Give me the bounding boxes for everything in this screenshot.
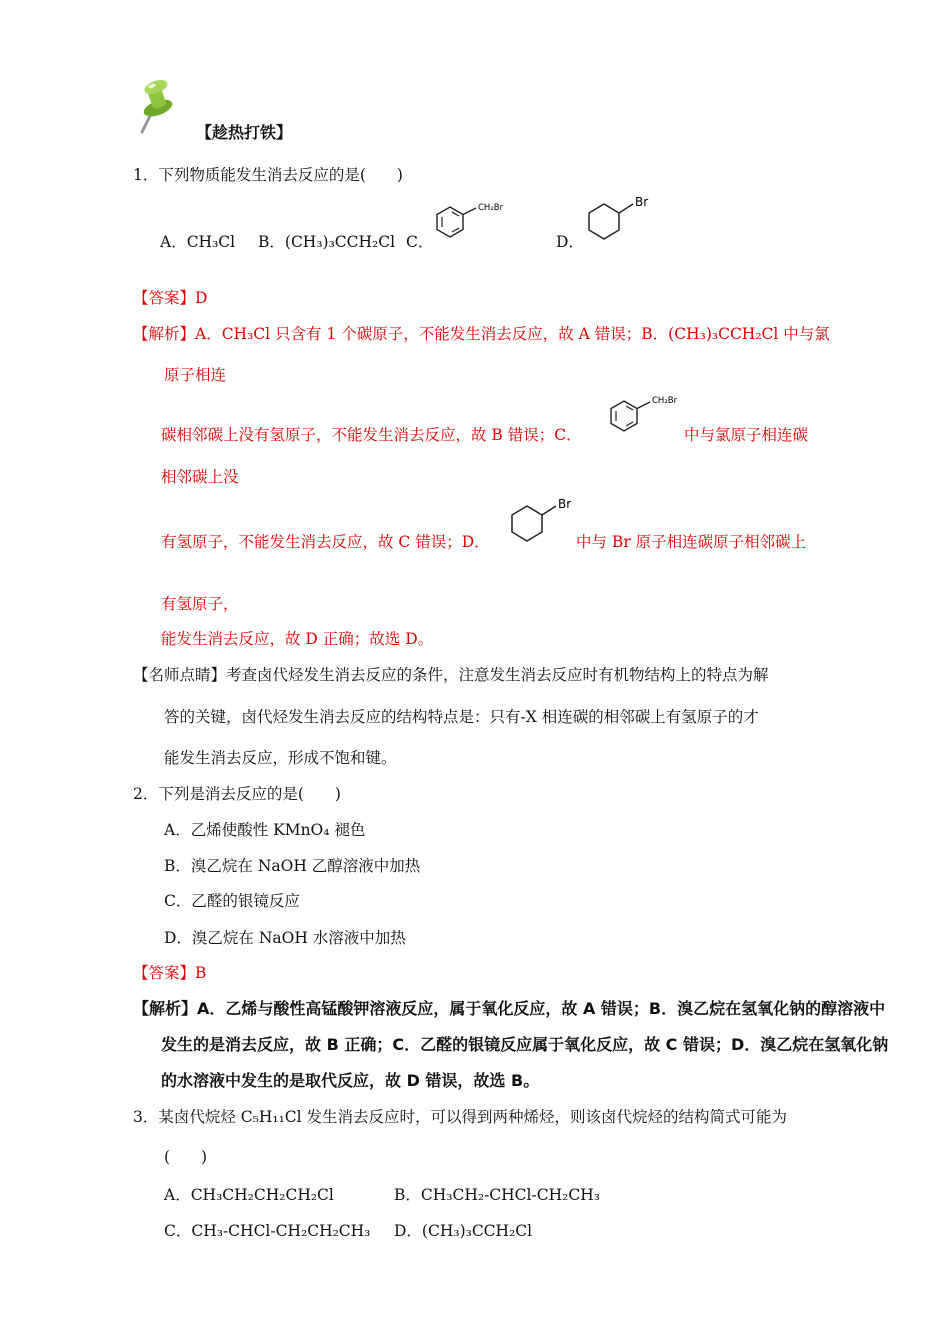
q3-option-d: D．(CH₃)₃CCH₂Cl bbox=[394, 1222, 533, 1240]
q2-analysis-line-1: 【解析】A．乙烯与酸性高锰酸钾溶液反应，属于氧化反应，故 A 错误；B．溴乙烷在氢氧化钠的醇溶液中 bbox=[133, 999, 886, 1018]
q2-answer: 【答案】B bbox=[133, 964, 207, 982]
q1-analysis-line-1: 【解析】A．CH₃Cl 只含有 1 个碳原子，不能发生消去反应，故 A 错误；B．(CH₃)₃CCH₂Cl 中与氯 bbox=[133, 325, 830, 343]
benzyl-bromide-structure bbox=[430, 198, 520, 248]
q1-analysis-line-2: 原子相连 bbox=[164, 366, 227, 384]
q1-option-a: A．CH₃Cl bbox=[160, 233, 236, 251]
q1-tip-line-1: 【名师点睛】考查卤代烃发生消去反应的条件，注意发生消去反应时有机物结构上的特点为解 bbox=[133, 666, 769, 684]
bromocyclohexane-structure bbox=[580, 192, 660, 248]
q1-analysis-line-5a: 有氢原子，不能发生消去反应，故 C 错误；D． bbox=[161, 533, 490, 551]
q1-analysis-line-3a: 碳相邻碳上没有氢原子，不能发生消去反应，故 B 错误；C． bbox=[161, 426, 582, 444]
br-label: Br bbox=[635, 195, 649, 209]
q1-analysis-line-6: 有氢原子， bbox=[161, 595, 239, 613]
q2-option-c: C．乙醛的银镜反应 bbox=[164, 892, 300, 910]
br-label-inline: Br bbox=[558, 497, 572, 511]
benzyl-bromide-structure-inline bbox=[604, 389, 688, 439]
q3-paren: ( ) bbox=[164, 1148, 208, 1166]
section-title: 【趁热打铁】 bbox=[196, 123, 293, 142]
q1-tip-line-3: 能发生消去反应，形成不饱和键。 bbox=[164, 749, 397, 767]
q3-option-c: C．CH₃-CHCl-CH₂CH₂CH₃ bbox=[164, 1222, 371, 1240]
q2-option-d: D．溴乙烷在 NaOH 水溶液中加热 bbox=[164, 929, 406, 947]
ch2br-label-inline: CH₂Br bbox=[652, 396, 678, 406]
q2-option-b: B．溴乙烷在 NaOH 乙醇溶液中加热 bbox=[164, 857, 421, 875]
q1-analysis-line-5b: 中与 Br 原子相连碳原子相邻碳上 bbox=[576, 533, 807, 551]
q2-analysis-line-2: 发生的是消去反应，故 B 正确；C．乙醛的银镜反应属于氧化反应，故 C 错误；D．溴乙烷在氢氧化钠 bbox=[161, 1035, 889, 1054]
q1-option-c: C． bbox=[406, 233, 434, 251]
q1-answer: 【答案】D bbox=[133, 289, 208, 307]
q1-tip-line-2: 答的关键，卤代烃发生消去反应的结构特点是：只有-X 相连碳的相邻碳上有氢原子的才 bbox=[164, 708, 759, 726]
pushpin-icon bbox=[130, 78, 180, 136]
question-2-stem: 2．下列是消去反应的是( ) bbox=[133, 785, 341, 803]
q3-option-b: B．CH₃CH₂-CHCl-CH₂CH₃ bbox=[394, 1186, 600, 1204]
question-3-stem: 3．某卤代烷烃 C₅H₁₁Cl 发生消去反应时，可以得到两种烯烃，则该卤代烷烃的结构简式可能为 bbox=[133, 1108, 788, 1126]
q1-option-d: D． bbox=[556, 233, 584, 251]
q2-option-a: A．乙烯使酸性 KMnO₄ 褪色 bbox=[164, 821, 366, 839]
q3-option-a: A．CH₃CH₂CH₂CH₂Cl bbox=[164, 1186, 334, 1204]
ch2br-label: CH₂Br bbox=[478, 203, 504, 213]
q1-analysis-line-4: 相邻碳上没 bbox=[161, 468, 239, 486]
q1-analysis-line-3b: 中与氯原子相连碳 bbox=[684, 426, 809, 444]
q1-analysis-line-7: 能发生消去反应，故 D 正确；故选 D。 bbox=[161, 630, 434, 648]
question-1-stem: 1．下列物质能发生消去反应的是( ) bbox=[133, 166, 403, 184]
bromocyclohexane-structure-inline bbox=[503, 492, 583, 550]
q1-option-b: B．(CH₃)₃CCH₂Cl bbox=[258, 233, 396, 251]
q2-analysis-line-3: 的水溶液中发生的是取代反应，故 D 错误，故选 B。 bbox=[161, 1071, 540, 1090]
